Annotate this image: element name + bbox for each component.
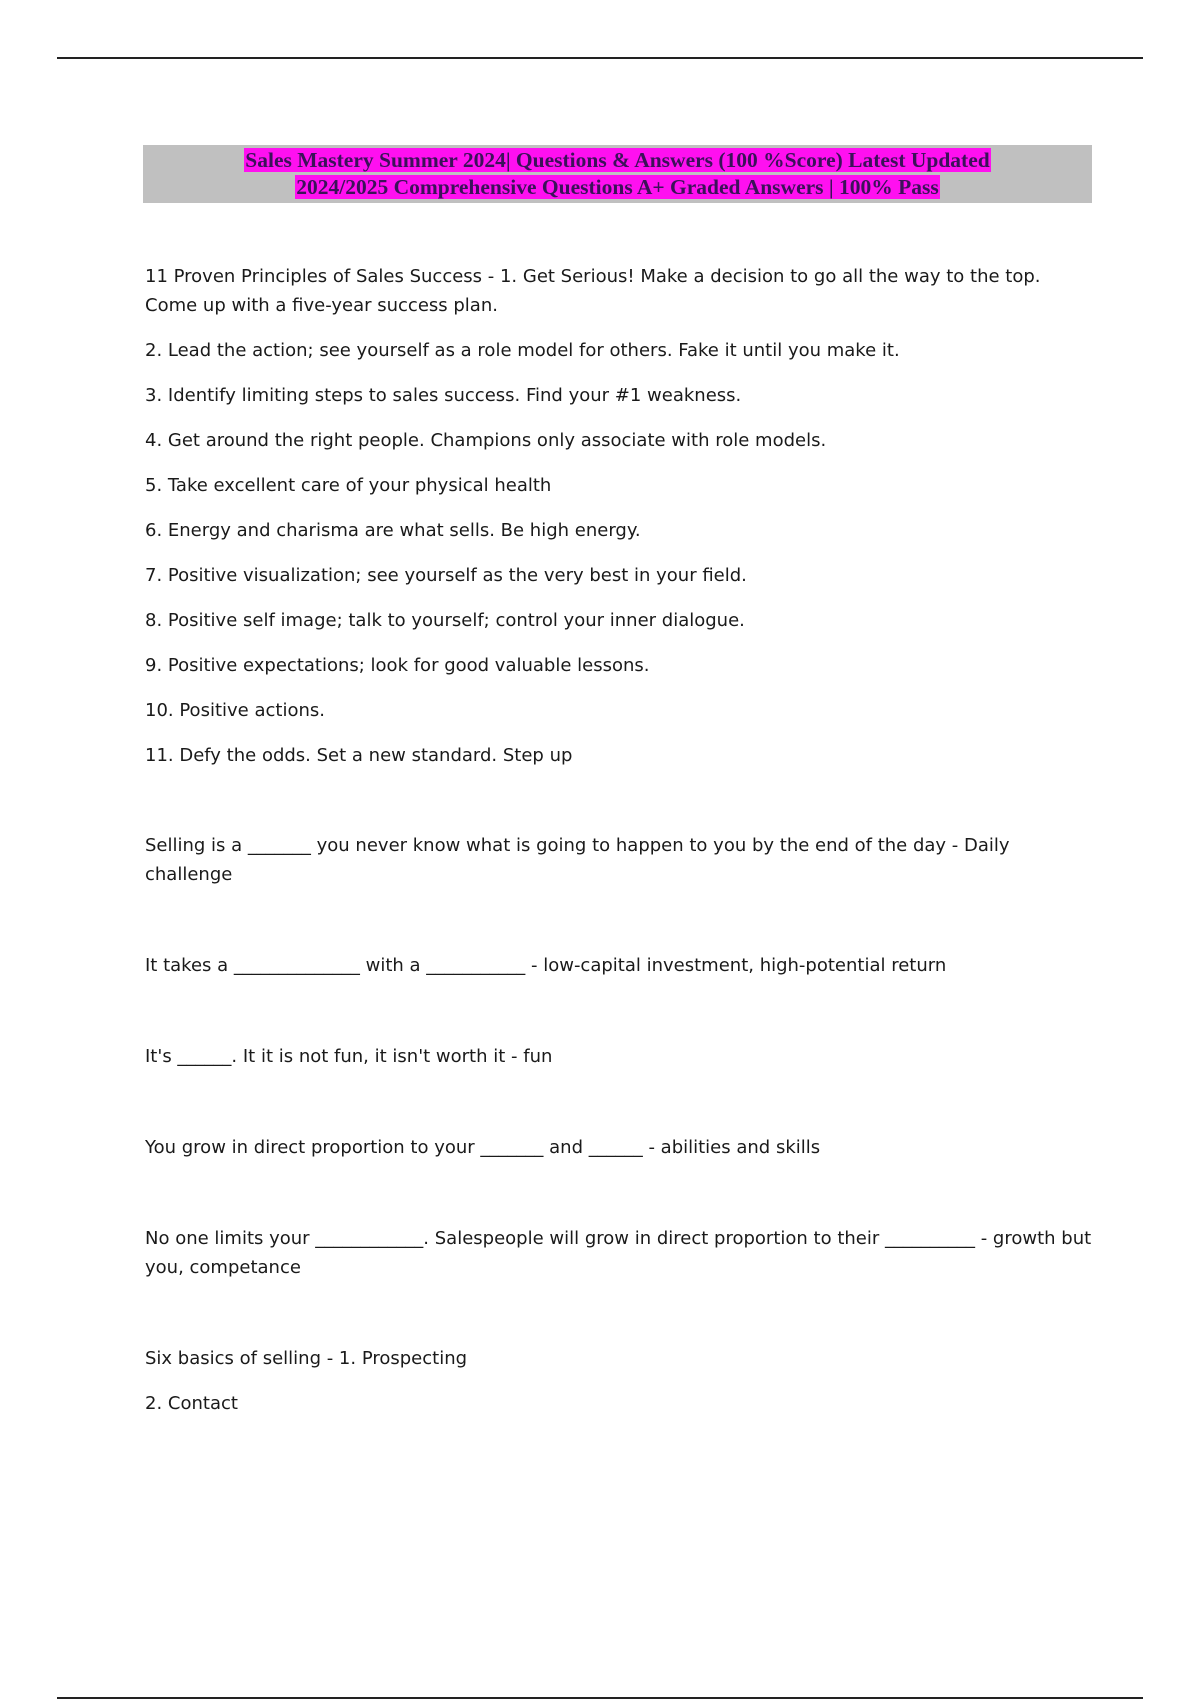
paragraph: Six basics of selling - 1. Prospecting — [145, 1348, 468, 1369]
paragraph: Selling is a _______ you never know what is going to happen to you by the end of the day - Daily challenge — [145, 835, 1010, 885]
paragraph: 9. Positive expectations; look for good valuable lessons. — [145, 655, 650, 676]
title-line-2: 2024/2025 Comprehensive Questions A+ Graded Answers | 100% Pass — [296, 175, 939, 199]
paragraph: 5. Take excellent care of your physical health — [145, 475, 552, 496]
paragraph: It takes a ______________ with a ___________ - low-capital investment, high-potential return — [145, 955, 947, 976]
paragraph: 2. Contact — [145, 1393, 238, 1414]
paragraph: 10. Positive actions. — [145, 700, 325, 721]
title-line-1: Sales Mastery Summer 2024| Questions & Answers (100 %Score) Latest Updated — [245, 148, 990, 172]
paragraph: 3. Identify limiting steps to sales success. Find your #1 weakness. — [145, 385, 742, 406]
paragraph: 8. Positive self image; talk to yourself; control your inner dialogue. — [145, 610, 745, 631]
paragraph: 2. Lead the action; see yourself as a role model for others. Fake it until you make it. — [145, 340, 900, 361]
paragraph: 7. Positive visualization; see yourself as the very best in your field. — [145, 565, 747, 586]
document-title-banner — [143, 145, 1092, 203]
paragraph: It's ______. It it is not fun, it isn't worth it - fun — [145, 1046, 553, 1067]
paragraph: No one limits your ____________. Salespeople will grow in direct proportion to their __________ - growth but you, competance — [145, 1228, 1092, 1278]
paragraph: 11 Proven Principles of Sales Success - 1. Get Serious! Make a decision to go all the way to the top. Come up with a five-year success plan. — [145, 266, 1041, 316]
paragraph: 4. Get around the right people. Champions only associate with role models. — [145, 430, 827, 451]
paragraph: 6. Energy and charisma are what sells. Be high energy. — [145, 520, 641, 541]
paragraph: 11. Defy the odds. Set a new standard. Step up — [145, 745, 573, 766]
document-body — [145, 262, 1095, 1418]
top-rule — [57, 57, 1143, 59]
paragraph: You grow in direct proportion to your _______ and ______ - abilities and skills — [145, 1137, 821, 1158]
bottom-rule — [57, 1697, 1143, 1699]
